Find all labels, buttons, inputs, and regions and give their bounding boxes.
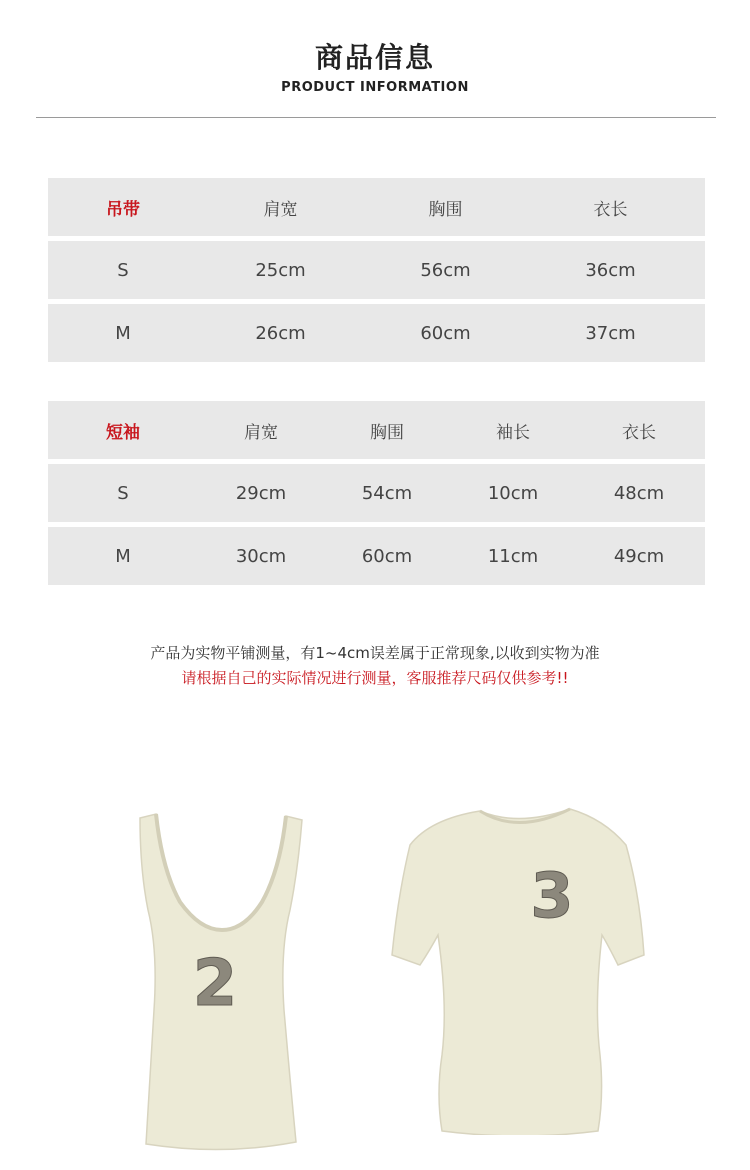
- table-header-row: [48, 401, 705, 459]
- table-cell: 30cm: [235, 545, 287, 567]
- table-cell: 49cm: [613, 545, 665, 567]
- table-cell: M: [115, 545, 131, 567]
- table-cell: S: [117, 482, 129, 504]
- t-shirt-number-cutout: 3: [530, 859, 574, 932]
- size-table-short-sleeve: [48, 401, 705, 590]
- table-cell: 48cm: [613, 482, 665, 504]
- page-subtitle: PRODUCT INFORMATION: [281, 80, 469, 95]
- category-label: 吊带: [106, 199, 140, 220]
- column-header: 肩宽: [263, 199, 298, 220]
- table-cell: 56cm: [420, 259, 471, 281]
- table-cell: 60cm: [361, 545, 413, 567]
- table-cell: 10cm: [487, 482, 539, 504]
- table-cell: 36cm: [585, 259, 636, 281]
- table-row: [48, 527, 705, 585]
- column-header: 衣长: [622, 422, 656, 443]
- header-divider: [36, 117, 716, 118]
- t-shirt-body: [392, 809, 644, 1135]
- t-shirt-image: [390, 805, 645, 1135]
- category-label: 短袖: [106, 422, 140, 443]
- measurement-note: 产品为实物平铺测量，有1~4cm误差属于正常现象,以收到实物为准: [150, 644, 600, 662]
- column-header: 肩宽: [244, 422, 278, 443]
- table-cell: 54cm: [361, 482, 413, 504]
- table-row: [48, 304, 705, 362]
- tank-top-image: [130, 810, 310, 1155]
- column-header: 胸围: [428, 199, 463, 220]
- column-header: 胸围: [370, 422, 404, 443]
- table-cell: M: [115, 322, 131, 344]
- table-header-row: [48, 178, 705, 236]
- table-cell: 25cm: [255, 259, 306, 281]
- table-cell: S: [117, 259, 129, 281]
- column-header: 衣长: [593, 199, 628, 220]
- column-header: 袖长: [496, 422, 530, 443]
- tank-top-number-cutout: 2: [192, 947, 238, 1021]
- measurement-warning: 请根据自己的实际情况进行测量，客服推荐尺码仅供参考!!: [181, 669, 569, 687]
- table-cell: 26cm: [255, 322, 306, 344]
- table-row: [48, 241, 705, 299]
- table-cell: 37cm: [585, 322, 636, 344]
- page-title: 商品信息: [314, 41, 435, 74]
- table-cell: 11cm: [487, 545, 539, 567]
- table-cell: 29cm: [235, 482, 287, 504]
- size-table-camisole: [48, 178, 705, 367]
- table-cell: 60cm: [420, 322, 471, 344]
- table-row: [48, 464, 705, 522]
